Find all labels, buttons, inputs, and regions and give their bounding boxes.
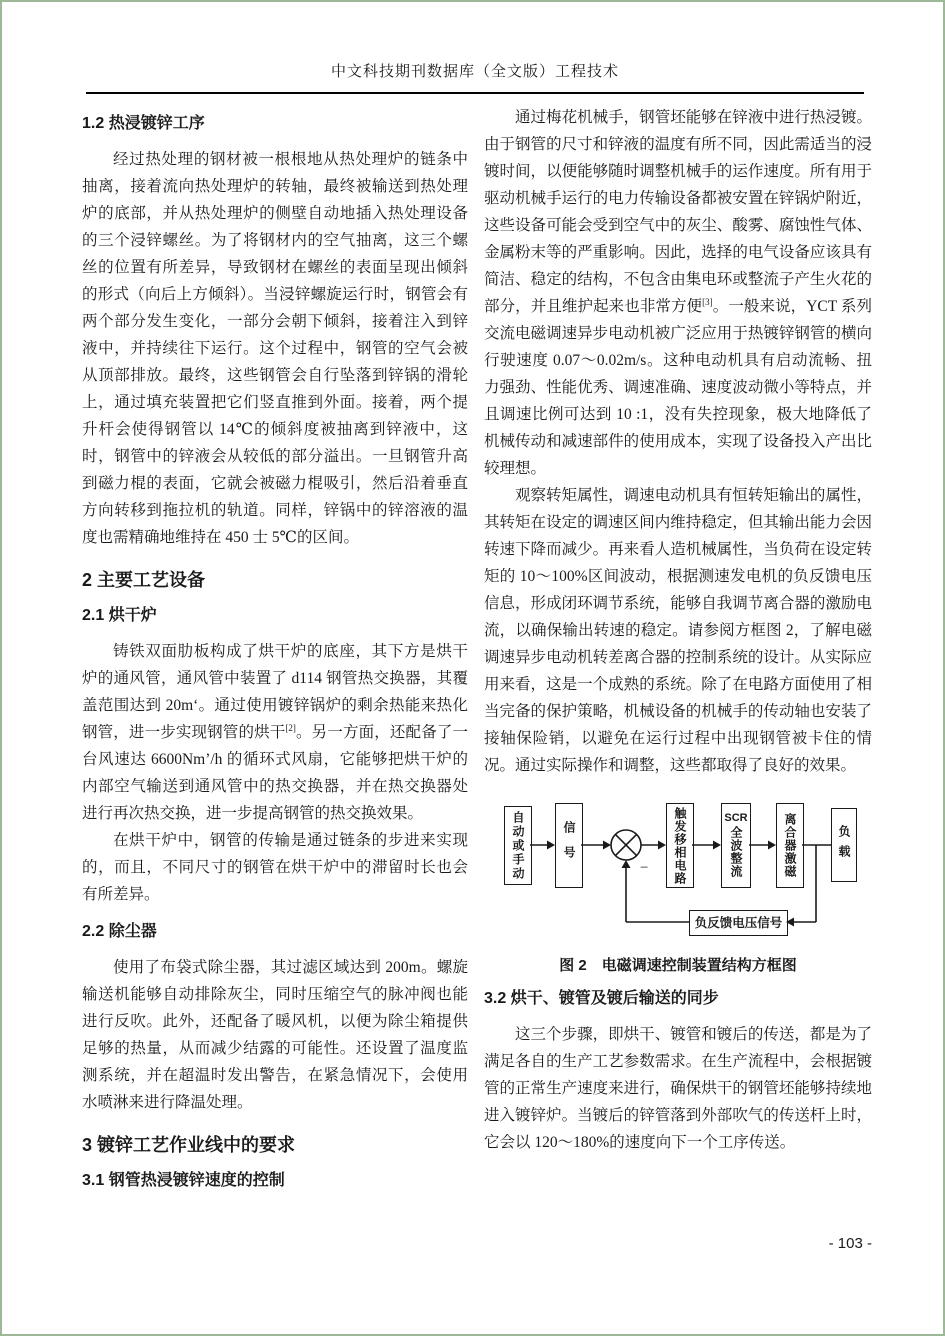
- heading-2-2: 2.2 除尘器: [82, 923, 157, 940]
- journal-header: 中文科技期刊数据库（全文版）工程技术: [86, 60, 864, 94]
- paragraph-hot-dip-process: 经过热处理的钢材被一根根地从热处理炉的链条中抽离，接着流向热处理炉的转轴，最终被输送到热处理炉的底部，并从热处理炉的侧壁自动地插入热处理设备的三个浸锌螺丝。为了将钢材内的空气抽离，这三个螺丝的位置有所差异，导致钢材在螺丝的表面呈现出倾斜的形式（向后上方倾斜）。当浸锌螺旋运行时，钢管会有两个部分发生变化，一部分会朝下倾斜，接着注入到锌液中，并持续往下运行。这个过程中，钢管的空气会被从顶部排放。最终，这些钢管会自行坠落到锌锅的滑轮上，通过填充装置把它们竖直推到外面。接着，两个提升杆会使得钢管以 14℃的倾斜度被抽离到锌液中，这时，钢管中的锌液会从较低的部分溢出。一旦钢管升高到磁力棍的表面，它就会被磁力棍吸引，然后沿着垂直方向转移到拖拉机的轨道。同样，锌锅中的锌溶液的温度也需精确地维持在 450 士 5℃的区间。: [82, 151, 468, 546]
- arrow-right-icon: [658, 841, 666, 850]
- diagram-box-load: 负载: [831, 808, 857, 882]
- heading-2: 2 主要工艺设备: [82, 570, 206, 590]
- arrow-right-icon: [547, 841, 555, 850]
- diagram-box-trigger-phase-circuit: 触发移相电路: [666, 803, 694, 888]
- diagram-box-auto-or-manual: 自动或手动: [504, 806, 532, 885]
- full-wave-rectifier-label: 全波整流: [729, 826, 743, 878]
- arrow-right-icon: [603, 841, 611, 850]
- left-column: [82, 104, 468, 1203]
- arrow-right-icon: [713, 841, 721, 850]
- arrow-right-icon: [768, 841, 776, 850]
- heading-3-2: 3.2 烘干、镀管及镀后输送的同步: [484, 990, 719, 1007]
- block-diagram-figure: [484, 793, 872, 945]
- page-number: - 103 -: [828, 1235, 872, 1252]
- diagram-box-scr-rectifier: [721, 803, 751, 888]
- paragraph-torque: 观察转矩属性，调速电动机具有恒转矩输出的属性，其转矩在设定的调速区间内维持稳定，但其输出能力会因转速下降而减少。再来看人造机械属性，当负荷在设定转矩的 10～100%区间波动，根据测速发电机的负反馈电压信息，形成闭环调节系统，能够自我调节离合器的激励电流，以确保输出转速的稳定。请参阅方框图 2，了解电磁调速异步电动机转差离合器的控制系统的设计。从实际应用来看，这是一个成熟的系统。除了在电路方面使用了相当完备的保护策略，机械设备的机械手的传动轴也安装了接轴保险销，以避免在运行过程中出现钢管被卡住的情况。通过实际操作和调整，这些都取得了良好的效果。: [484, 487, 872, 774]
- right-column: [484, 104, 872, 1156]
- scr-label: SCR: [724, 812, 748, 824]
- heading-2-1: 2.1 烘干炉: [82, 607, 157, 624]
- paragraph-drying-furnace: 铸铁双面肋板构成了烘干炉的底座，其下方是烘干炉的通风管，通风管中装置了 d114 钢管热交换器，其覆盖范围达到 20m‘。通过使用镀锌锅炉的剩余热能来热化钢管，进一步实现钢管的烘干[2]。另一方面，还配备了一台风速达 6600Nm’/h 的循环式风扇，它能够把烘干炉的内部空气输送到通风管中的热交换器，并在热交换器处进行再次热交换，进一步提高钢管的热交换效果。: [82, 643, 468, 822]
- diagram-box-signal: 信号: [555, 803, 583, 888]
- figure-2-caption: 图 2 电磁调速控制装置结构方框图: [559, 957, 797, 974]
- paragraph-dust-collector: 使用了布袋式除尘器，其过滤区域达到 200m。螺旋输送机能够自动排除灰尘，同时压缩空气的脉冲阀也能进行反吹。此外，还配备了暖风机，以便为除尘箱提供足够的热量，从而减少结露的可能性。还设置了温度监测系统，并在超温时发出警告，在紧急情况下，会使用水喷淋来进行降温处理。: [82, 959, 468, 1111]
- heading-3-1: 3.1 钢管热浸镀锌速度的控制: [82, 1172, 285, 1189]
- arrow-up-icon: [622, 860, 631, 868]
- paragraph-drying-chain: 在烘干炉中，钢管的传输是通过链条的步进来实现的，而且，不同尺寸的钢管在烘干炉中的滞留时长也会有所差异。: [82, 832, 468, 903]
- diagram-box-clutch-excitation: 离合器激磁: [776, 803, 804, 888]
- paragraph-sync-conveying: 这三个步骤，即烘干、镀管和镀后的传送，都是为了满足各自的生产工艺参数需求。在生产流程中，会根据镀管的正常生产速度来进行，确保烘干的钢管坯能够持续地进入镀锌炉。当镀后的锌管落到外部吹气的传送杆上时，它会以 120～180%的速度向下一个工序传送。: [484, 1026, 872, 1151]
- minus-sign: −: [640, 860, 649, 876]
- heading-3: 3 镀锌工艺作业线中的要求: [82, 1135, 296, 1155]
- diagram-box-negative-feedback-voltage: 负反馈电压信号: [689, 910, 788, 936]
- paragraph-manipulator: 通过梅花机械手，钢管坯能够在锌液中进行热浸镀。由于钢管的尺寸和锌液的温度有所不同，因此需适当的浸镀时间，以便能够随时调整机械手的运作速度。所有用于驱动机械手运行的电力传输设备都被安置在锌锅炉附近，这些设备可能会受到空气中的灰尘、酸雾、腐蚀性气体、金属粉末等的严重影响。因此，选择的电气设备应该具有简洁、稳定的结构，不包含由集电环或整流子产生火花的部分，并且维护起来也非常方便[3]。一般来说，YCT 系列交流电磁调速异步电动机被广泛应用于热镀锌钢管的横向行驶速度 0.07～0.02m/s。这种电动机具有启动流畅、扭力强劲、性能优秀、调速准确、速度波动微小等特点，并且调速比例可达到 10 :1，没有失控现象，极大地降低了机械传动和减速部件的使用成本，实现了设备投入产出比较理想。: [484, 109, 872, 477]
- heading-1-2: 1.2 热浸镀锌工序: [82, 115, 205, 132]
